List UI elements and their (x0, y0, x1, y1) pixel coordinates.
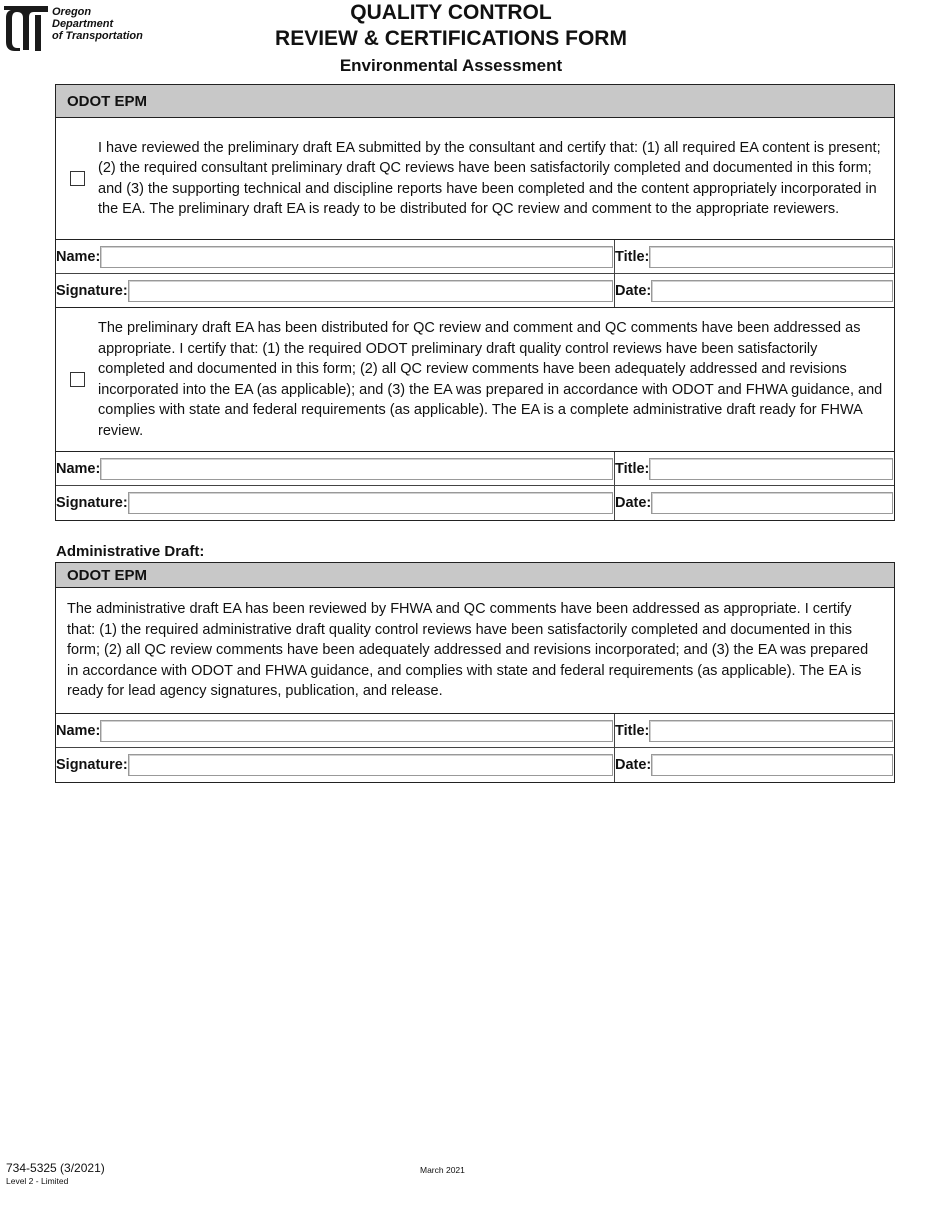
administrative-draft-label: Administrative Draft: (56, 543, 205, 560)
certification-3-text: The administrative draft EA has been reviewed by FHWA and QC comments have been addressed as appropriate. I certify that: (1) the required administrative draft quality control reviews have been satisfactorily completed and documented in this form; (2) all QC review comments have been adequately addressed and revisions incorporated; and (3) the EA was prepared in accordance with ODOT and FHWA guidance, and complies with state and federal requirements (as applicable). The EA is ready for lead agency signatures, publication, and release. (67, 601, 869, 700)
administrative-draft-section (55, 562, 895, 783)
certification-2 (56, 308, 894, 452)
date-field-3[interactable] (651, 754, 893, 776)
signature-block-2 (56, 452, 894, 520)
date-label: Date: (615, 495, 652, 511)
title-label: Title: (615, 722, 650, 739)
logo-line-1: Oregon (52, 6, 92, 18)
form-number: 734-5325 (3/2021) (6, 1161, 105, 1175)
logo-line-2: Department (52, 18, 114, 30)
title-field-2[interactable] (649, 458, 893, 480)
title-label: Title: (615, 248, 650, 265)
date-field-1[interactable] (651, 280, 893, 302)
footer-form-info (6, 1161, 105, 1187)
name-field-3[interactable] (100, 720, 613, 742)
title-line-2: REVIEW & CERTIFICATIONS FORM (275, 27, 627, 50)
title-field-3[interactable] (649, 720, 893, 742)
certification-2-checkbox[interactable] (70, 372, 85, 387)
certification-1-text: I have reviewed the preliminary draft EA submitted by the consultant and certify that: (1) all required EA content is present; (2) the required consultant preliminary draft QC reviews have been satisfactorily completed and documented in this form; and (3) the supporting technical and discipline reports have been completed and the content appropriately incorporated in the EA. The preliminary draft EA is ready to be distributed for QC review and comment to the appropriate reviewers. (98, 139, 881, 217)
signature-label: Signature: (56, 757, 128, 773)
date-label: Date: (615, 282, 652, 299)
name-label: Name: (56, 248, 101, 265)
name-field-1[interactable] (100, 246, 613, 268)
signature-label: Signature: (56, 495, 128, 511)
form-subtitle: Environmental Assessment (339, 56, 563, 75)
section2-header: ODOT EPM (56, 563, 894, 588)
signature-field-2[interactable] (128, 492, 613, 514)
title-label: Title: (615, 460, 650, 477)
signature-field-1[interactable] (128, 280, 613, 302)
signature-label: Signature: (56, 282, 128, 299)
classification-level: Level 2 - Limited (6, 1176, 69, 1186)
certification-1-checkbox[interactable] (70, 171, 85, 186)
date-label: Date: (615, 757, 652, 773)
section1-header: ODOT EPM (56, 85, 894, 118)
certification-3 (56, 588, 894, 714)
name-field-2[interactable] (100, 458, 613, 480)
signature-field-3[interactable] (128, 754, 613, 776)
title-line-1: QUALITY CONTROL (350, 1, 552, 24)
preliminary-draft-section (55, 84, 895, 521)
footer-date: March 2021 (420, 1165, 465, 1175)
form-title (0, 0, 902, 78)
certification-2-text: The preliminary draft EA has been distributed for QC review and comment and QC comments have been addressed as appropriate. I certify that: (1) the required ODOT preliminary draft quality control reviews have been satisfactorily completed and documented in this form; (2) all QC review comments have been adequately addressed and revisions incorporated into the EA (as applicable); and (3) the EA was prepared in accordance with ODOT and FHWA guidance, and complies with state and federal requirements (as applicable). The EA is a complete administrative draft ready for FHWA review. (98, 320, 883, 439)
signature-block-3 (56, 714, 894, 782)
certification-1 (56, 118, 894, 240)
signature-block-1 (56, 240, 894, 308)
name-label: Name: (56, 460, 101, 477)
date-field-2[interactable] (651, 492, 893, 514)
name-label: Name: (56, 722, 101, 739)
logo-line-3: of Transportation (52, 30, 143, 42)
title-field-1[interactable] (649, 246, 893, 268)
